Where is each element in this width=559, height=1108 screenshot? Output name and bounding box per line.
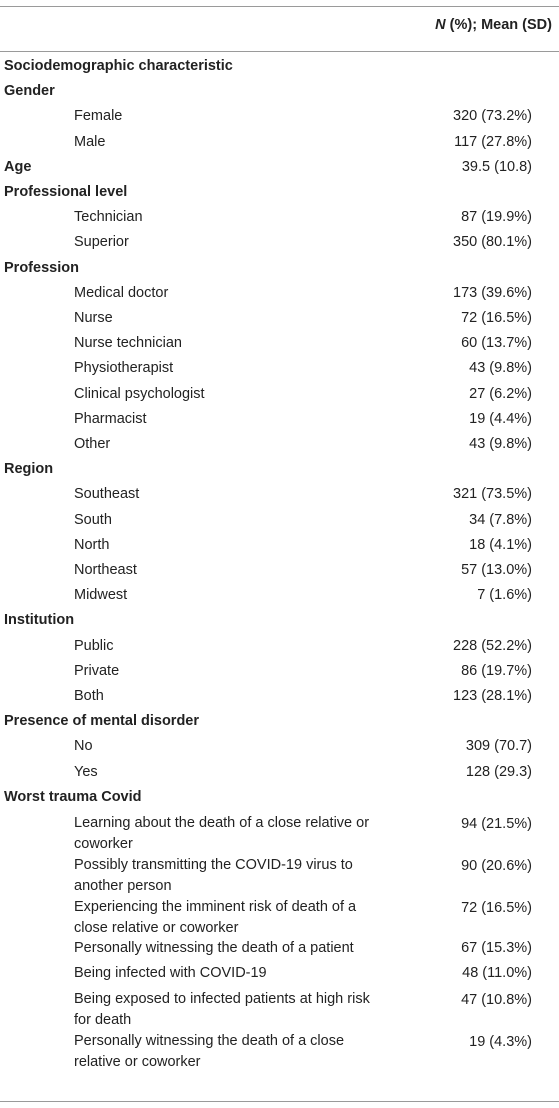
row-value: 350 (80.1%) [453, 234, 532, 251]
row-label: Being infected with COVID-19 [74, 965, 267, 982]
row-value: 94 (21.5%) [461, 816, 532, 832]
section-label: Gender [4, 83, 55, 100]
row-value: 128 (29.3) [465, 763, 532, 780]
row-value: 67 (15.3%) [461, 940, 532, 956]
section-label: Profession [4, 259, 79, 276]
row-label: Nurse technician [74, 335, 182, 352]
row-label: Southeast [74, 486, 140, 503]
section-label: Worst trauma Covid [4, 788, 142, 805]
row-label: Other [74, 436, 111, 452]
row-label: Midwest [74, 587, 128, 604]
table-bottom-rule [0, 1101, 559, 1102]
row-label: Pharmacist [74, 410, 147, 427]
row-label: Being exposed to infected patients at high risk for death [74, 991, 370, 1029]
row-value: 39.5 (10.8) [461, 158, 532, 175]
row-value: 309 (70.7) [465, 738, 532, 755]
column-header-n: N [435, 17, 446, 33]
section-label: Age [4, 158, 32, 175]
row-value: 27 (6.2%) [469, 385, 532, 402]
section-label: Presence of mental disorder [4, 713, 200, 730]
row-value: 72 (16.5%) [461, 310, 532, 326]
row-value: 18 (4.1%) [469, 536, 532, 553]
row-label: Technician [74, 209, 143, 226]
row-label: Medical doctor [74, 284, 169, 301]
row-label: Experiencing the imminent risk of death of a close relative or coworker [74, 899, 357, 936]
row-label: Both [74, 688, 104, 704]
row-label: Northeast [74, 562, 137, 578]
row-label: Nurse [74, 310, 113, 326]
row-value: 47 (10.8%) [461, 992, 532, 1009]
row-value: 86 (19.7%) [461, 662, 532, 679]
row-label: Male [74, 133, 106, 150]
row-label: Superior [74, 234, 129, 251]
row-value: 321 (73.5%) [453, 486, 532, 503]
row-label: Female [74, 108, 123, 125]
row-value: 320 (73.2%) [453, 108, 532, 125]
row-value: 43 (9.8%) [469, 436, 532, 452]
row-value: 48 (11.0%) [462, 965, 532, 982]
row-value: 117 (27.8%) [454, 133, 532, 150]
row-value: 34 (7.8%) [469, 511, 532, 528]
row-value: 57 (13.0%) [461, 562, 532, 578]
row-value: 90 (20.6%) [461, 858, 532, 874]
section-label: Sociodemographic characteristic [4, 58, 233, 74]
row-label: North [74, 536, 110, 553]
row-label: Possibly transmitting the COVID-19 virus to another person [74, 857, 353, 894]
row-value: 123 (28.1%) [453, 688, 532, 704]
row-label: Personally witnessing the death of a close relative or coworker [74, 1033, 345, 1071]
row-value: 173 (39.6%) [453, 284, 532, 301]
row-label: Yes [74, 763, 98, 780]
row-label: Public [74, 637, 114, 654]
row-label: South [74, 511, 112, 528]
row-value: 43 (9.8%) [469, 360, 532, 377]
row-value: 7 (1.6%) [477, 587, 532, 604]
row-value: 228 (52.2%) [453, 637, 532, 654]
row-label: Private [74, 662, 120, 679]
row-value: 19 (4.3%) [469, 1034, 532, 1051]
row-label: Clinical psychologist [74, 385, 205, 402]
table-header-rule [0, 51, 559, 52]
row-value: 19 (4.4%) [469, 410, 532, 427]
column-header-rest: (%); Mean (SD) [445, 17, 552, 33]
row-value: 60 (13.7%) [461, 335, 532, 352]
table-top-rule [0, 6, 559, 7]
row-label: Physiotherapist [74, 360, 174, 377]
row-label: Learning about the death of a close relative or coworker [74, 815, 370, 852]
row-label: No [74, 738, 93, 755]
section-label: Institution [4, 612, 75, 629]
section-label: Region [4, 461, 54, 478]
section-label: Professional level [4, 184, 128, 200]
row-value: 72 (16.5%) [461, 900, 532, 916]
column-header-n-percent-mean-sd [435, 17, 552, 33]
row-label: Personally witnessing the death of a patient [74, 940, 354, 956]
row-value: 87 (19.9%) [461, 209, 532, 226]
